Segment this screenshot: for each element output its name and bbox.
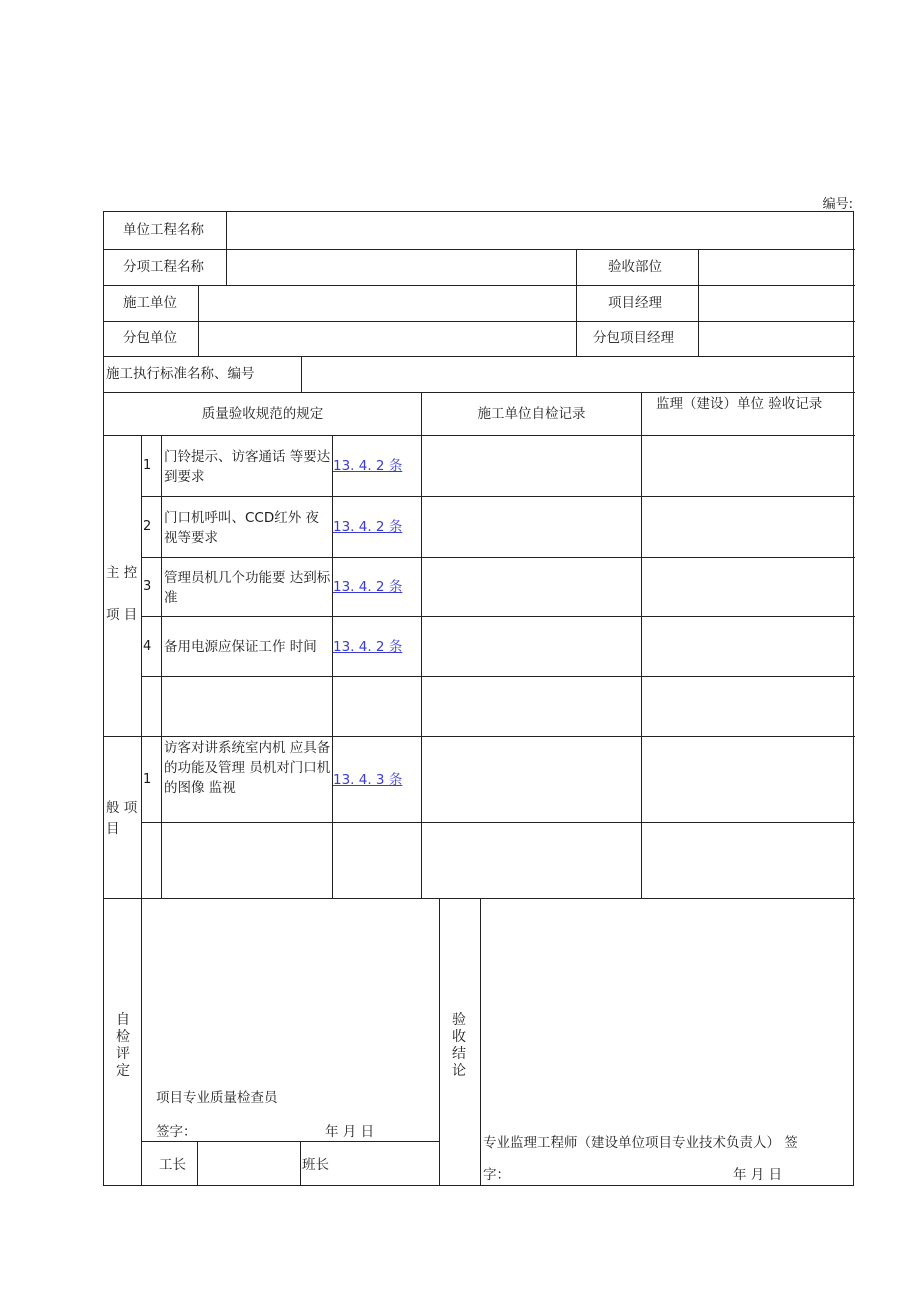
item-number: 2 — [143, 519, 152, 534]
standard-name-label: 施工执行标准名称、编号 — [106, 366, 255, 382]
unit-project-name-label: 单位工程名称 — [123, 222, 204, 238]
col-divider — [480, 898, 481, 1186]
item-number: 1 — [143, 772, 152, 787]
col-divider — [421, 392, 422, 898]
clause-link[interactable]: 13. 4. 2 条 — [333, 579, 403, 595]
item-number: 1 — [143, 458, 152, 473]
team-leader-label: 班长 — [302, 1157, 329, 1173]
main-items-label: 项 目 — [106, 607, 138, 623]
row-divider — [104, 435, 855, 436]
conclusion-label: 验收结论 — [452, 1012, 466, 1079]
general-items-label: 般 项 — [106, 800, 138, 816]
supervision-column-header: 监理（建设）单位 验收记录 — [656, 396, 823, 412]
col-divider — [301, 356, 302, 392]
row-divider — [104, 356, 855, 357]
col-divider — [641, 392, 642, 898]
acceptance-part-label: 验收部位 — [608, 259, 662, 275]
row-divider — [104, 249, 855, 250]
row-divider — [141, 616, 855, 617]
sign-label: 签字： — [156, 1124, 197, 1140]
project-manager-label: 项目经理 — [608, 295, 662, 311]
col-divider — [576, 249, 577, 356]
clause-link[interactable]: 13. 4. 2 条 — [333, 519, 403, 535]
row-divider — [141, 557, 855, 558]
item-description: 备用电源应保证工作 时间 — [164, 639, 317, 655]
self-check-column-header: 施工单位自检记录 — [477, 406, 586, 422]
self-eval-label: 自检评定 — [116, 1012, 130, 1079]
subcontract-manager-label: 分包项目经理 — [593, 330, 674, 346]
row-divider — [104, 736, 855, 737]
sign-label: 字： — [483, 1167, 510, 1183]
date-label: 年 月 日 — [733, 1167, 783, 1183]
row-divider — [104, 321, 855, 322]
engineer-label: 专业监理工程师（建设单位项目专业技术负责人） 签 — [483, 1135, 798, 1151]
serial-number-label: 编号: — [822, 197, 853, 212]
general-items-label: 目 — [106, 821, 120, 837]
inspector-label: 项目专业质量检查员 — [156, 1090, 278, 1106]
col-divider — [332, 435, 333, 898]
clause-link[interactable]: 13. 4. 2 条 — [333, 458, 403, 474]
date-label: 年 月 日 — [325, 1124, 375, 1140]
foreman-label: 工长 — [159, 1157, 186, 1173]
col-divider — [439, 898, 440, 1186]
row-divider — [141, 822, 855, 823]
item-description: 门口机呼叫、CCD红外 夜视等要求 — [164, 510, 320, 546]
item-number: 4 — [143, 639, 152, 654]
main-items-label: 主 控 — [106, 565, 138, 581]
col-divider — [226, 212, 227, 285]
clause-link[interactable]: 13. 4. 3 条 — [333, 772, 403, 788]
col-divider — [300, 1141, 301, 1186]
item-number: 3 — [143, 579, 152, 594]
sub-project-name-label: 分项工程名称 — [123, 259, 204, 275]
spec-column-header: 质量验收规范的规定 — [201, 406, 324, 422]
row-divider — [104, 285, 855, 286]
row-divider — [141, 496, 855, 497]
col-divider — [698, 249, 699, 356]
row-divider — [141, 676, 855, 677]
clause-link[interactable]: 13. 4. 2 条 — [333, 639, 403, 655]
item-description: 门铃提示、访客通话 等要达到要求 — [164, 449, 331, 485]
col-divider — [161, 435, 162, 898]
col-divider — [198, 285, 199, 356]
acceptance-form — [103, 211, 854, 1186]
construction-unit-label: 施工单位 — [123, 295, 177, 311]
subcontract-unit-label: 分包单位 — [123, 330, 177, 346]
col-divider — [141, 435, 142, 898]
col-divider — [197, 1141, 198, 1186]
item-description: 访客对讲系统室内机 应具备的功能及管理 员机对门口机的图像 监视 — [164, 740, 331, 796]
item-description: 管理员机几个功能要 达到标准 — [164, 570, 331, 606]
col-divider — [141, 898, 142, 1186]
